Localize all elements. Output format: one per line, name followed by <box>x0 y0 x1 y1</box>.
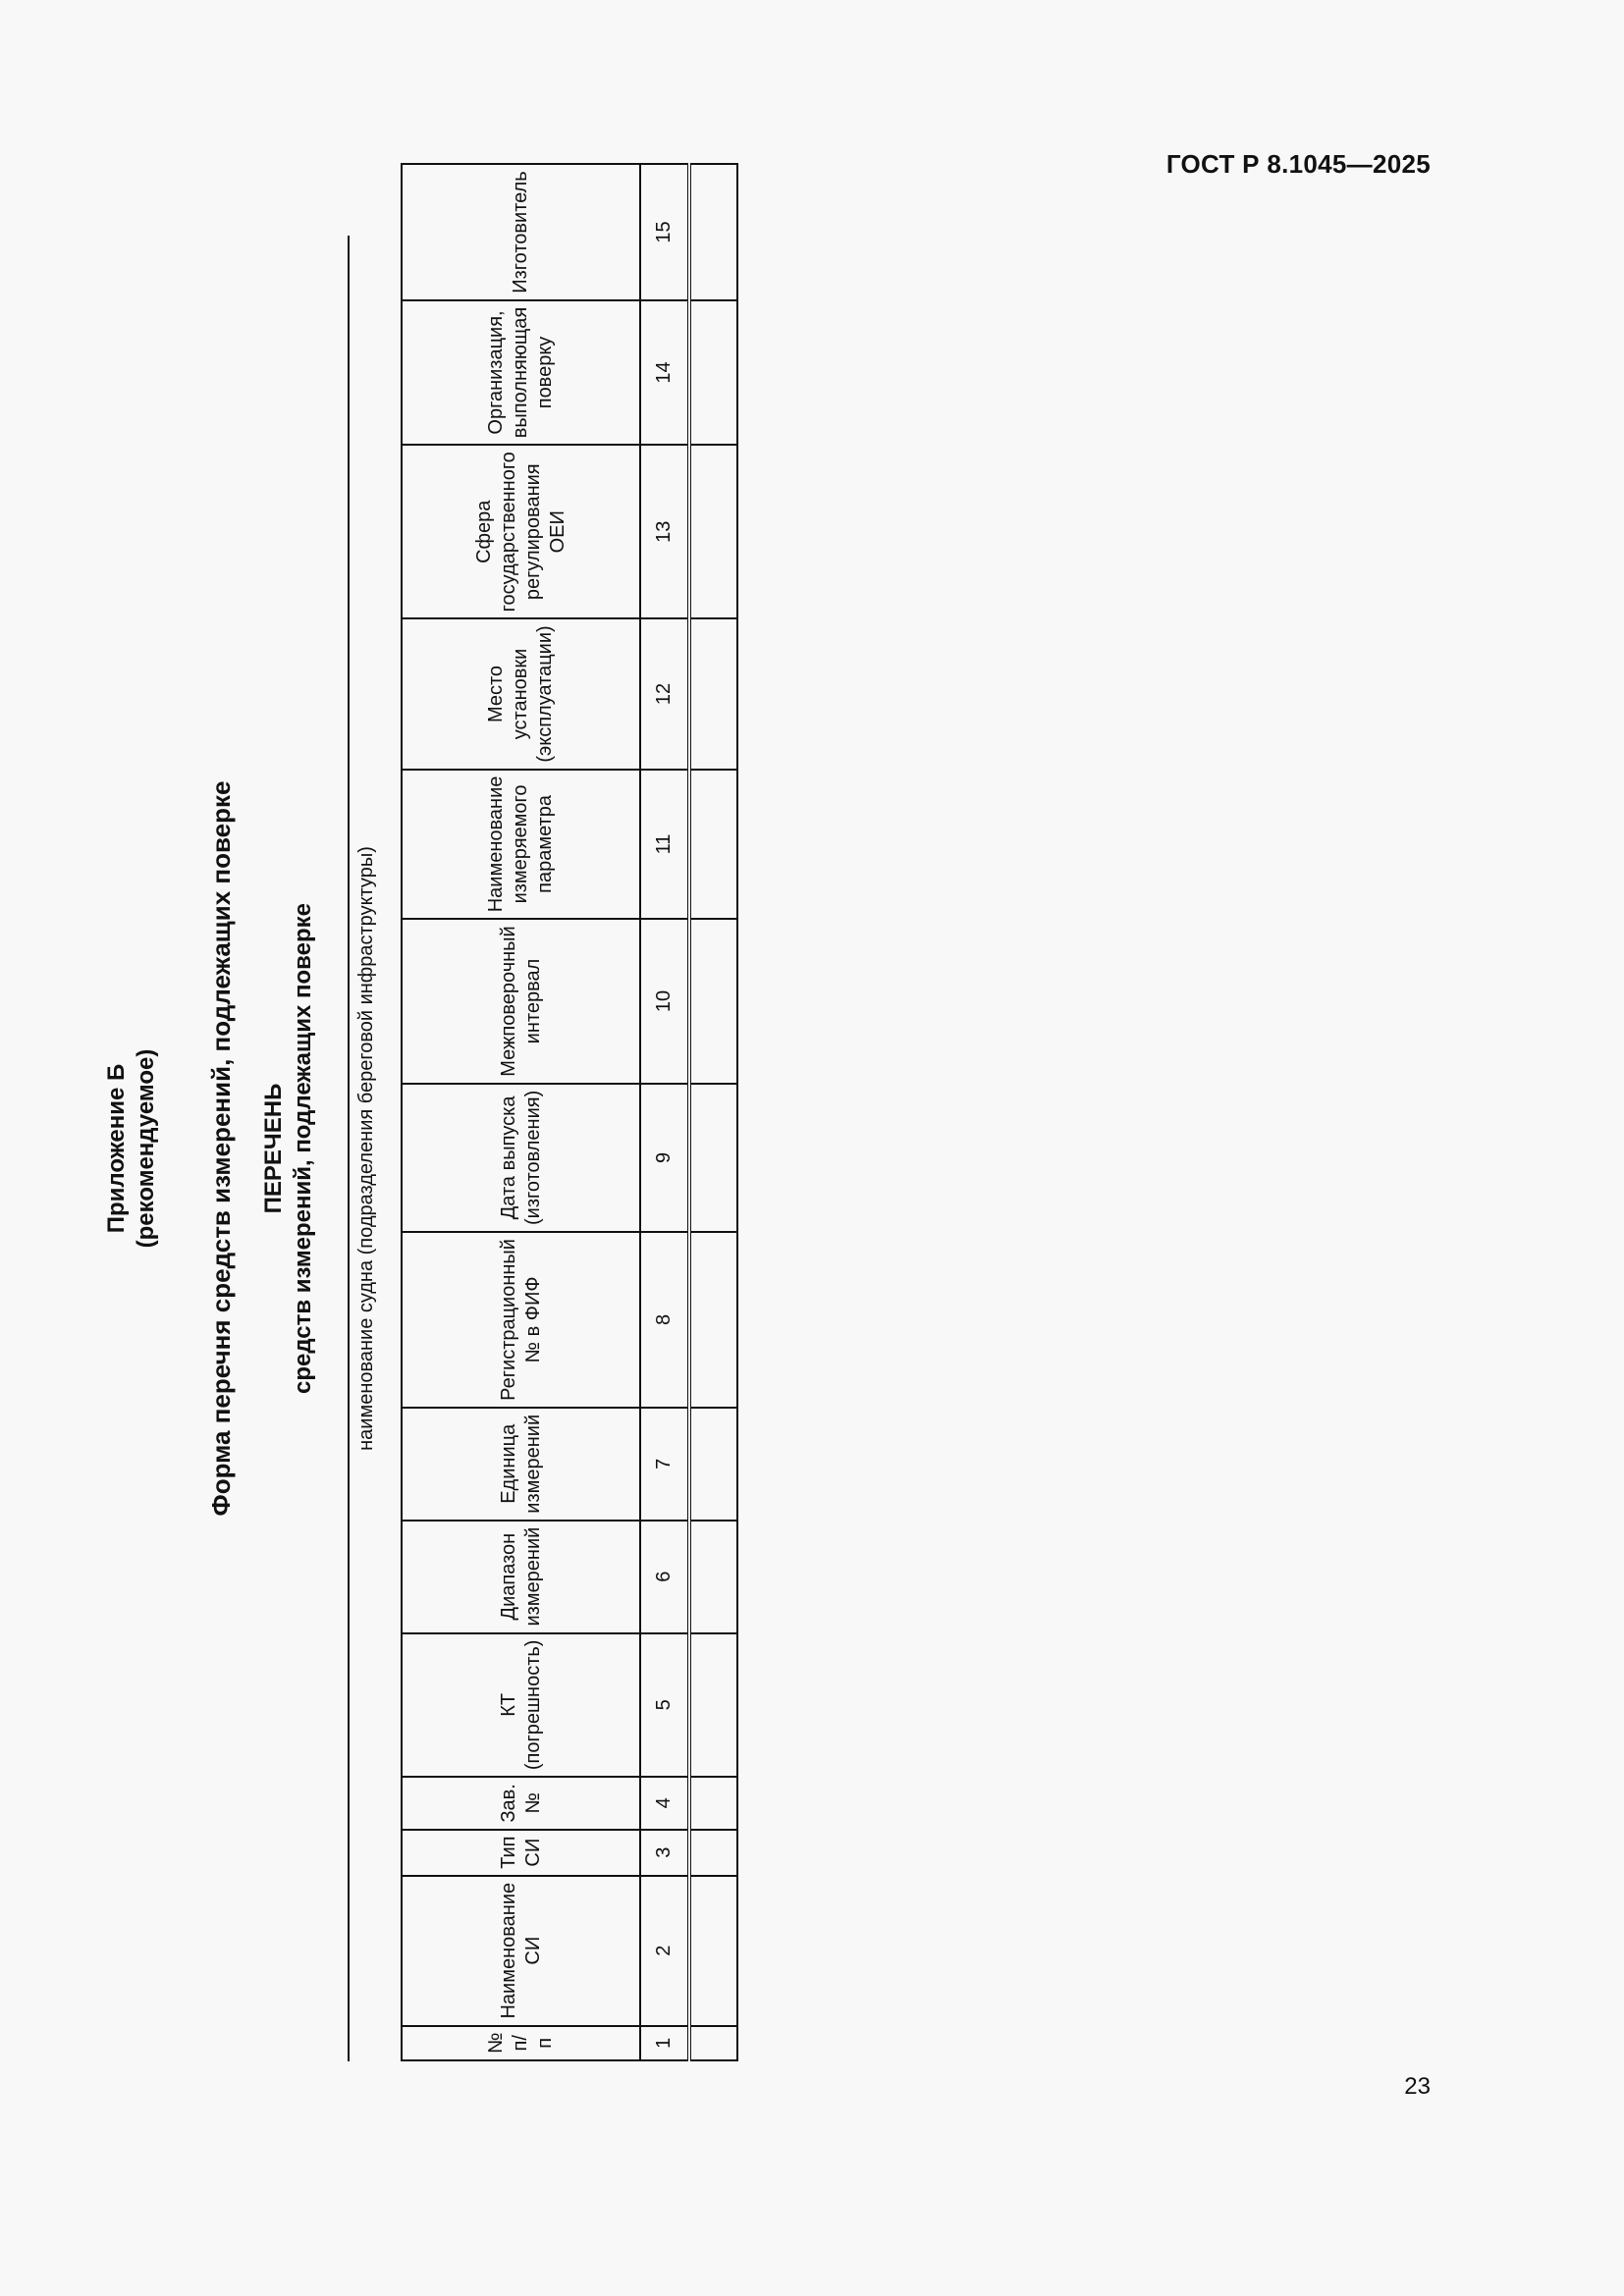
empty-cell <box>689 770 737 920</box>
empty-cell <box>689 1084 737 1232</box>
column-header: Дата выпуска (изготовления) <box>402 1084 640 1232</box>
empty-cell <box>689 445 737 618</box>
empty-cell <box>689 1232 737 1408</box>
empty-cell <box>689 2026 737 2060</box>
appendix-status: (рекомендуемое) <box>133 1048 159 1249</box>
column-header: Единица измерений <box>402 1408 640 1521</box>
list-subtitle: средств измерений, подлежащих поверке <box>290 903 316 1395</box>
empty-cell <box>689 164 737 299</box>
column-number: 13 <box>640 445 689 618</box>
vessel-name-line <box>348 236 350 2061</box>
empty-cell <box>689 300 737 445</box>
column-number: 2 <box>640 1876 689 2026</box>
empty-cell <box>689 919 737 1083</box>
empty-data-row <box>689 164 737 2060</box>
page-number: 23 <box>1404 2073 1431 2100</box>
column-header: Место установки (эксплуатации) <box>402 618 640 769</box>
column-number: 10 <box>640 919 689 1083</box>
column-number: 12 <box>640 618 689 769</box>
empty-cell <box>689 1521 737 1633</box>
column-number: 7 <box>640 1408 689 1521</box>
column-header: Диапазон измерений <box>402 1521 640 1633</box>
column-number: 1 <box>640 2026 689 2060</box>
vessel-name-caption: наименование судна (подразделения береговой инфраструктуры) <box>355 846 377 1451</box>
verification-list-table <box>401 163 738 2061</box>
column-header: Тип СИ <box>402 1830 640 1876</box>
column-number-row <box>640 164 689 2060</box>
document-code: ГОСТ Р 8.1045—2025 <box>1165 149 1431 179</box>
column-header: Межповерочный интервал <box>402 919 640 1083</box>
list-title: ПЕРЕЧЕНЬ <box>260 1083 287 1214</box>
appendix-title: Приложение Б <box>103 1063 130 1234</box>
column-header: Изготовитель <box>402 164 640 299</box>
column-number: 6 <box>640 1521 689 1633</box>
column-header: Наименование измеряемого параметра <box>402 770 640 920</box>
column-number: 5 <box>640 1633 689 1778</box>
landscape-content <box>98 171 785 2061</box>
column-number: 4 <box>640 1777 689 1829</box>
column-header: КТ (погрешность) <box>402 1633 640 1778</box>
column-header: № п/п <box>402 2026 640 2060</box>
column-header: Регистрационный № в ФИФ <box>402 1232 640 1408</box>
column-number: 3 <box>640 1830 689 1876</box>
column-number: 15 <box>640 164 689 299</box>
empty-cell <box>689 1633 737 1778</box>
empty-cell <box>689 1408 737 1521</box>
column-number: 11 <box>640 770 689 920</box>
empty-cell <box>689 618 737 769</box>
empty-cell <box>689 1876 737 2026</box>
column-header: Наименование СИ <box>402 1876 640 2026</box>
column-header: Сфера государственного регулирования ОЕИ <box>402 445 640 618</box>
empty-cell <box>689 1830 737 1876</box>
column-number: 9 <box>640 1084 689 1232</box>
column-number: 8 <box>640 1232 689 1408</box>
column-number: 14 <box>640 300 689 445</box>
column-header: Организация, выполняющая поверку <box>402 300 640 445</box>
empty-cell <box>689 1777 737 1829</box>
form-title: Форма перечня средств измерений, подлежащих поверке <box>206 780 236 1517</box>
table-header-row <box>402 164 640 2060</box>
column-header: Зав. № <box>402 1777 640 1829</box>
